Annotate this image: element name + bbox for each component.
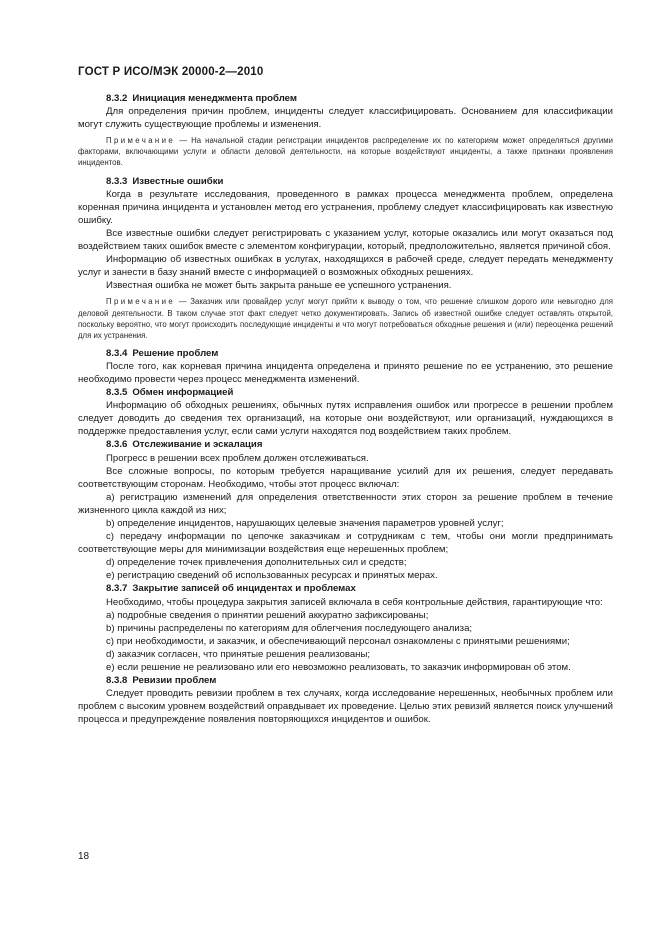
paragraph: Прогресс в решении всех проблем должен отслеживаться. — [106, 452, 369, 464]
section-heading-8-3-7 — [78, 582, 613, 595]
section-number: 8.3.8 — [106, 675, 128, 687]
section-title: Обмен информацией — [132, 387, 234, 399]
section-title: Известные ошибки — [132, 175, 224, 187]
section-heading-8-3-4 — [78, 347, 613, 360]
section-heading-8-3-8 — [78, 674, 613, 687]
list-item: а) регистрацию изменений для определения ответственности этих сторон за решение проблем в течение жизненного цикла каждой из них; — [78, 491, 613, 516]
list-item: b) причины распределены по категориям для облегчения последующего анализа; — [106, 622, 473, 634]
paragraph: Известная ошибка не может быть закрыта раньше ее успешного устранения. — [106, 280, 452, 292]
section-title: Инициация менеджмента проблем — [132, 93, 297, 104]
section-number: 8.3.6 — [106, 439, 128, 451]
section-heading-8-3-5 — [78, 386, 613, 399]
document-body — [78, 92, 613, 727]
paragraph: Необходимо, чтобы процедура закрытия записей включала в себя контрольные действия, гарантирующие что: — [106, 596, 603, 608]
page-number: 18 — [78, 851, 90, 862]
section-title: Закрытие записей об инцидентах и проблемах — [132, 583, 356, 595]
section-number: 8.3.4 — [106, 347, 128, 359]
section-heading-8-3-2 — [78, 92, 613, 105]
section-title: Отслеживание и эскалация — [132, 439, 263, 451]
paragraph: Информацию об известных ошибках в услугах, находящихся в рабочей среде, следует передать менеджменту услуг и занести в базу знаний вместе с информацией о возможных обходных решениях. — [78, 254, 613, 279]
list-item: а) подробные сведения о принятии решений аккуратно зафиксированы; — [106, 609, 429, 621]
note — [78, 135, 613, 168]
section-title: Решение проблем — [132, 347, 219, 359]
paragraph: Информацию об обходных решениях, обычных путях исправления ошибок или прогрессе в решении проблем следует доводить до сведения тех организаций, на которые они воздействуют, или организаций, нуждающихся в поддержке предоставления услуг, если сами услуги находятся под воздействием таких проблем. — [78, 400, 613, 438]
section-number: 8.3.3 — [106, 175, 128, 187]
list-item: с) при необходимости, и заказчик, и обеспечивающий персонал ознакомлены с принятыми решениями; — [106, 635, 570, 647]
section-heading-8-3-3 — [78, 175, 613, 188]
paragraph: Когда в результате исследования, проведенного в рамках процесса менеджмента проблем, определена коренная причина инцидента и установлен метод его устранения, проблему следует классифицировать как известную ошибку. — [78, 188, 613, 226]
paragraph: После того, как корневая причина инцидента определена и принято решение по ее устранению, это решение необходимо провести через процесс менеджмента изменений. — [78, 360, 613, 385]
paragraph: Все сложные вопросы, по которым требуется наращивание усилий для их решения, следует передавать соответствующим сторонам. Необходимо, чтобы этот процесс включал: — [78, 465, 613, 490]
section-heading-8-3-6 — [78, 438, 613, 451]
list-item: е) регистрацию сведений об использованных ресурсах и принятых мерах. — [106, 570, 438, 582]
note — [78, 296, 613, 340]
section-title: Ревизии проблем — [132, 675, 217, 687]
page-header: ГОСТ Р ИСО/МЭК 20000-2—2010 — [78, 66, 264, 78]
list-item: d) определение точек привлечения дополнительных сил и средств; — [106, 557, 407, 569]
list-item: с) передачу информации по цепочке заказчикам и сотрудникам с тем, чтобы они могли предпринимать соответствующие меры для минимизации воздействия еще нерешенных проблем; — [78, 531, 613, 556]
note-label: Примечание — [106, 297, 176, 307]
note-text: — На начальной стадии регистрации инцидентов распределение их по категориям может определяться другими факторами, включающими услуги и области деловой деятельности, на которые воздействуют инциденты, а также признаки проявления инцидентов. — [78, 136, 613, 168]
paragraph: Все известные ошибки следует регистрировать с указанием услуг, которые оказались или могут оказаться под воздействием таких ошибок вместе с элементом конфигурации, который, предположительно, является причиной сбоя. — [78, 227, 613, 253]
list-item: е) если решение не реализовано или его невозможно реализовать, то заказчик информирован об этом. — [106, 662, 571, 674]
list-item: d) заказчик согласен, что принятые решения реализованы; — [106, 648, 371, 660]
paragraph: Для определения причин проблем, инциденты следует классифицировать. Основанием для классификации могут служить существующие проблемы и изменения. — [78, 106, 613, 131]
note-text: — Заказчик или провайдер услуг могут прийти к выводу о том, что решение слишком дорого или невыгодно для деловой деятельности. В таком случае этот факт следует четко документировать. Запись об известной ошибке следует оставлять открытой, поскольку вероятно, что могут происходить последующие инциденты и что могут потребоваться обходные решения и (или) переоценка решений для их устранения. — [78, 297, 613, 340]
section-number: 8.3.5 — [106, 387, 128, 399]
paragraph: Следует проводить ревизии проблем в тех случаях, когда исследование нерешенных, необычных проблем или проблем с высоким уровнем воздействий оправдывает их проведение. Целью этих ревизий является поиск улучшений процесса и предупреждение появления повторяющихся инцидентов и ошибок. — [78, 688, 613, 726]
list-item: b) определение инцидентов, нарушающих целевые значения параметров уровней услуг; — [106, 518, 504, 529]
note-label: Примечание — [106, 136, 176, 146]
section-number: 8.3.2 — [106, 93, 128, 104]
section-number: 8.3.7 — [106, 583, 128, 595]
